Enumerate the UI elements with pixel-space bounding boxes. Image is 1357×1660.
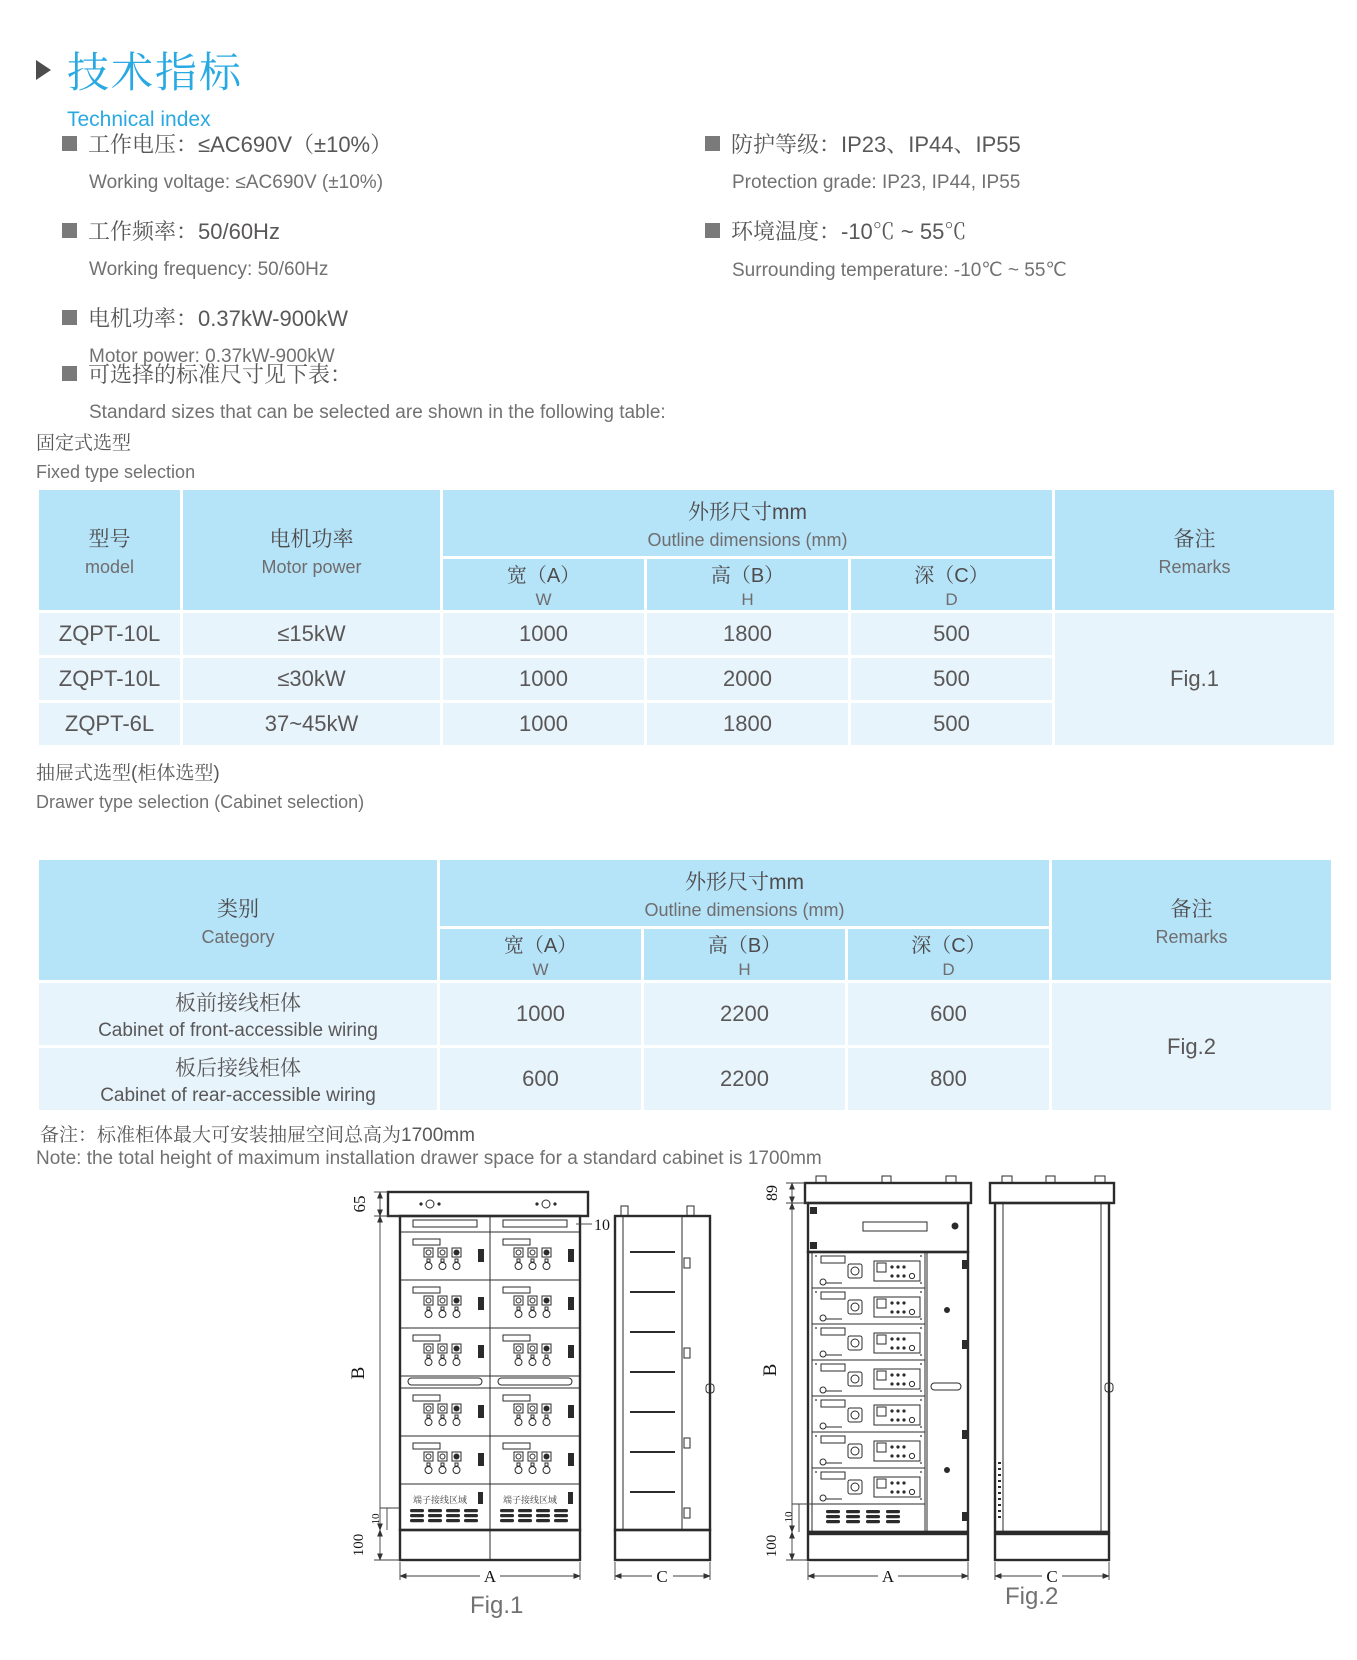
fig1-dim-width-label: A — [483, 1567, 497, 1586]
fig2-dim-height-label: B — [760, 1363, 781, 1377]
cell-height: 2200 — [644, 1048, 845, 1110]
spec-cn-text: 工作频率：50/60Hz — [88, 219, 280, 244]
cell-power: ≤15kW — [183, 613, 440, 655]
col-header-remarks: 备注 Remarks — [1055, 490, 1334, 610]
fig2-dim-small-label: 10 — [783, 1511, 795, 1523]
col-header-depth: 深（C） D — [848, 929, 1049, 980]
col-header-remarks: 备注 Remarks — [1052, 860, 1331, 980]
section-label-en: Drawer type selection (Cabinet selection) — [36, 792, 365, 812]
cell-model: ZQPT-6L — [39, 703, 180, 745]
spec-item-frequency — [62, 215, 662, 281]
cell-model: ZQPT-10L — [39, 613, 180, 655]
cell-height: 2200 — [644, 983, 845, 1045]
page-title: 技术指标 — [67, 49, 244, 96]
spec-en-text: Working frequency: 50/60Hz — [89, 259, 329, 280]
cell-remark-fig2: Fig.2 — [1052, 983, 1331, 1110]
fig1-drawing — [330, 1140, 790, 1590]
col-header-outline-dimensions: 外形尺寸mm Outline dimensions (mm) — [443, 490, 1052, 556]
cell-depth: 500 — [851, 658, 1052, 700]
fig1-side-view — [615, 1206, 714, 1560]
cell-model: ZQPT-10L — [39, 658, 180, 700]
col-header-category: 类别 Category — [39, 860, 437, 980]
fig1-terminal-label: 端子接线区域 — [502, 1495, 558, 1505]
cell-width: 1000 — [440, 983, 641, 1045]
fig1-dim-small-label: 10 — [370, 1513, 382, 1525]
fixed-section-label — [36, 428, 195, 483]
col-header-outline-dimensions: 外形尺寸mm Outline dimensions (mm) — [440, 860, 1049, 926]
fig2-dim-top-label: 89 — [764, 1185, 781, 1201]
spec-cn-text: 环境温度：-10℃ ~ 55℃ — [731, 219, 967, 244]
cell-depth: 800 — [848, 1048, 1049, 1110]
spec-cn-text: 可选择的标准尺寸见下表： — [88, 362, 353, 387]
fig1-dim-height-label: B — [348, 1366, 369, 1380]
fig1-dim-depth-label: C — [656, 1567, 668, 1586]
spec-cn-text: 防护等级：IP23、IP44、IP55 — [731, 132, 1021, 157]
cell-depth: 500 — [851, 703, 1052, 745]
cell-depth: 600 — [848, 983, 1049, 1045]
fig2-caption: Fig.2 — [1005, 1583, 1059, 1610]
cell-power: 37~45kW — [183, 703, 440, 745]
cell-height: 2000 — [647, 658, 848, 700]
table-row — [39, 983, 1331, 1045]
fig1-front-view — [388, 1192, 588, 1560]
fixed-selection-table — [36, 487, 1337, 748]
cell-width: 1000 — [443, 613, 644, 655]
bullet-square-icon — [62, 366, 77, 381]
spec-en-text: Standard sizes that can be selected are shown in the following table: — [89, 402, 666, 423]
drawer-section-label — [36, 758, 364, 813]
fig2-drawing — [750, 1140, 1150, 1590]
bullet-square-icon — [62, 310, 77, 325]
fig1-caption: Fig.1 — [470, 1592, 524, 1619]
spec-cn-text: 工作电压：≤AC690V（±10%） — [88, 132, 393, 157]
spec-en-text: Motor power: 0.37kW-900kW — [89, 346, 335, 367]
col-header-width: 宽（A） W — [440, 929, 641, 980]
page-subtitle: Technical index — [67, 108, 211, 131]
spec-cn-text: 电机功率：0.37kW-900kW — [88, 306, 348, 331]
col-header-height: 高（B） H — [647, 559, 848, 610]
fig1-dim-top-label: 65 — [350, 1195, 369, 1213]
section-label-cn: 固定式选型 — [36, 433, 132, 454]
col-header-depth: 深（C） D — [851, 559, 1052, 610]
col-header-model: 型号 model — [39, 490, 180, 610]
cell-height: 1800 — [647, 703, 848, 745]
bullet-square-icon — [62, 223, 77, 238]
col-header-width: 宽（A） W — [443, 559, 644, 610]
bullet-square-icon — [62, 136, 77, 151]
page-header — [36, 40, 243, 132]
table-row — [39, 613, 1334, 655]
cell-width: 600 — [440, 1048, 641, 1110]
section-label-cn: 抽屉式选型(柜体选型) — [36, 763, 220, 784]
spec-item-temperature — [705, 215, 1305, 282]
spec-column-left — [62, 128, 662, 389]
drawer-selection-table — [36, 857, 1334, 1113]
cell-remark-fig1: Fig.1 — [1055, 613, 1334, 745]
spec-column-right — [705, 128, 1305, 303]
fig1-dim-base-label: 100 — [351, 1533, 367, 1557]
spec-en-text: Working voltage: ≤AC690V (±10%) — [89, 172, 384, 193]
cell-power: ≤30kW — [183, 658, 440, 700]
cell-width: 1000 — [443, 658, 644, 700]
cell-category: 板前接线柜体 Cabinet of front-accessible wiring — [39, 983, 437, 1045]
spec-item-protection — [705, 128, 1305, 194]
fig2-dim-width-label: A — [881, 1567, 895, 1586]
note-en: Note: the total height of maximum installation drawer space for a standard cabinet is 1700mm — [36, 1148, 822, 1169]
bullet-square-icon — [705, 223, 720, 238]
col-header-height: 高（B） H — [644, 929, 845, 980]
section-label-en: Fixed type selection — [36, 462, 196, 482]
fig2-front-view — [805, 1176, 971, 1560]
section-arrow-icon — [36, 60, 51, 80]
bullet-square-icon — [705, 136, 720, 151]
cell-depth: 500 — [851, 613, 1052, 655]
spec-en-text: Protection grade: IP23, IP44, IP55 — [732, 172, 1021, 193]
spec-standard-sizes — [62, 358, 962, 445]
cell-width: 1000 — [443, 703, 644, 745]
col-header-motor-power: 电机功率 Motor power — [183, 490, 440, 610]
spec-en-text: Surrounding temperature: -10℃ ~ 55℃ — [732, 260, 1067, 281]
cell-height: 1800 — [647, 613, 848, 655]
fig2-dim-base-label: 100 — [764, 1534, 780, 1558]
spec-item-voltage — [62, 128, 662, 194]
fig2-dim-depth-label: C — [1046, 1567, 1058, 1586]
note-cn: 备注：标准柜体最大可安装抽屉空间总高为1700mm — [40, 1125, 475, 1146]
fig1-terminal-label: 端子接线区域 — [412, 1495, 468, 1505]
fig2-side-view — [990, 1176, 1114, 1560]
cell-category: 板后接线柜体 Cabinet of rear-accessible wiring — [39, 1048, 437, 1110]
fig1-dim-top-right-label: 10 — [594, 1217, 610, 1234]
